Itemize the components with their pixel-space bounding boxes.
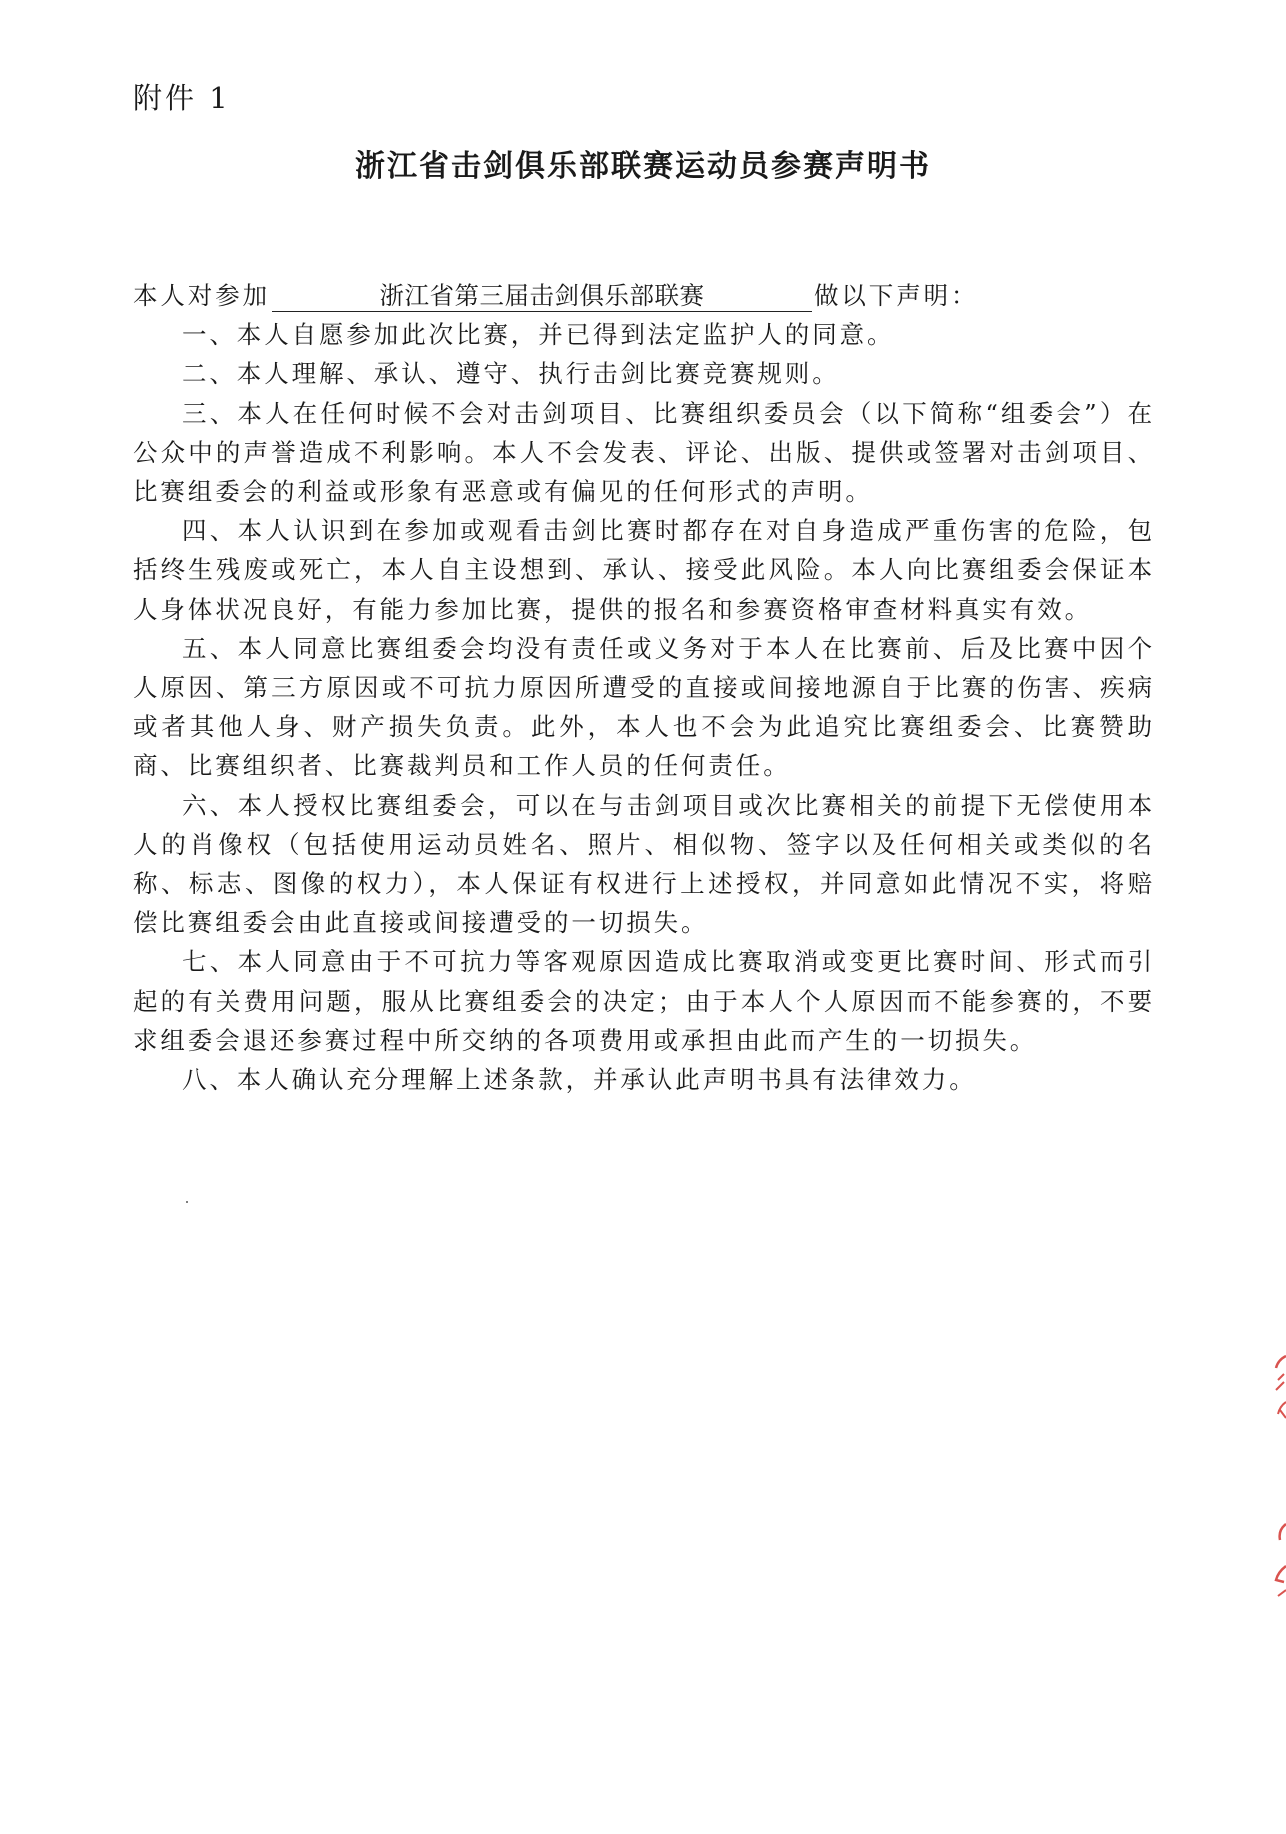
clause-4: 四、本人认识到在参加或观看击剑比赛时都存在对自身造成严重伤害的危险，包括终生残废或死亡，本人自主设想到、承认、接受此风险。本人向比赛组委会保证本人身体状况良好，有能力参加比赛，提供的报名和参赛资格审查材料真实有效。 [133,516,1155,624]
clause-2: 二、本人理解、承认、遵守、执行击剑比赛竞赛规则。 [182,359,840,389]
clause-6: 六、本人授权比赛组委会，可以在与击剑项目或次比赛相关的前提下无偿使用本人的肖像权（包括使用运动员姓名、照片、相似物、签字以及任何相关或类似的名称、标志、图像的权力），本人保证有权进行上述授权，并同意如此情况不实，将赔偿比赛组委会由此直接或间接遭受的一切损失。 [133,790,1155,938]
document-title: 浙江省击剑俱乐部联赛运动员参赛声明书 [355,149,931,184]
declaration-body [133,276,1155,1099]
clause-8: 八、本人确认充分理解上述条款，并承认此声明书具有法律效力。 [182,1065,977,1095]
seal-fragment-icon [1272,1520,1286,1600]
scan-speck [186,1201,188,1203]
intro-prefix: 本人对参加 [133,281,270,310]
clause-1: 一、本人自愿参加此次比赛，并已得到法定监护人的同意。 [182,320,895,350]
intro-line [133,276,1155,315]
event-name-blank: 浙江省第三届击剑俱乐部联赛 [272,281,812,312]
intro-suffix: 做以下声明： [814,281,979,310]
clause-3: 三、本人在任何时候不会对击剑项目、比赛组织委员会（以下简称“组委会”）在公众中的声誉造成不利影响。本人不会发表、评论、出版、提供或签署对击剑项目、比赛组委会的利益或形象有恶意或有偏见的任何形式的声明。 [133,398,1155,507]
clause-7: 七、本人同意由于不可抗力等客观原因造成比赛取消或变更比赛时间、形式而引起的有关费用问题，服从比赛组委会的决定；由于本人个人原因而不能参赛的，不要求组委会退还参赛过程中所交纳的各项费用或承担由此而产生的一切损失。 [133,947,1155,1055]
attachment-label: 附件 1 [133,81,231,115]
clause-5: 五、本人同意比赛组委会均没有责任或义务对于本人在比赛前、后及比赛中因个人原因、第三方原因或不可抗力原因所遭受的直接或间接地源自于比赛的伤害、疾病或者其他人身、财产损失负责。此外，本人也不会为此追究比赛组委会、比赛赞助商、比赛组织者、比赛裁判员和工作人员的任何责任。 [133,633,1155,781]
seal-fragment-icon [1272,1352,1286,1432]
